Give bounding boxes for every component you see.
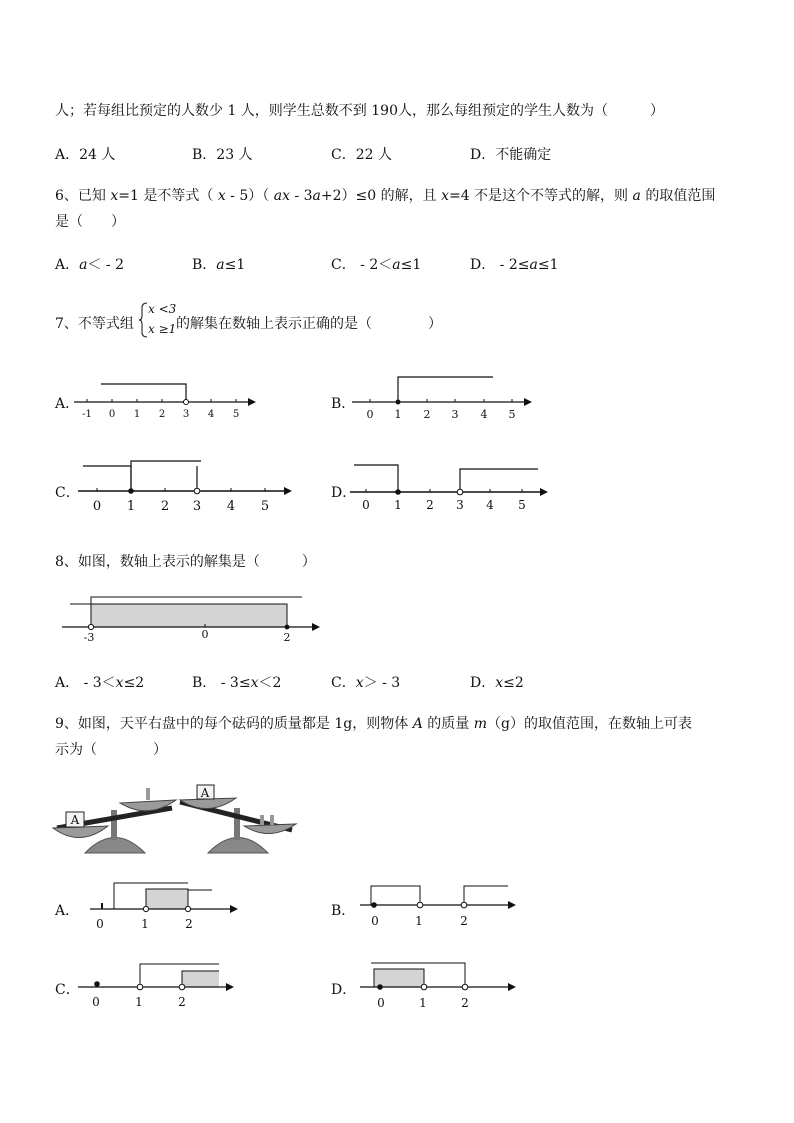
tick-label: 5 bbox=[260, 499, 270, 514]
tick-label: 0 bbox=[371, 914, 379, 928]
tick-label: 0 bbox=[92, 995, 100, 1009]
object-a-label: A bbox=[70, 813, 80, 827]
tick-label: 0 bbox=[362, 498, 370, 512]
tick-label: 2 bbox=[185, 917, 193, 931]
q8-option-a[interactable]: A． - 3＜x≤2 bbox=[55, 675, 145, 691]
q9-option-d[interactable]: D． bbox=[331, 982, 357, 998]
q6-option-b[interactable]: B．a≤1 bbox=[192, 257, 246, 273]
tick-label: 0 bbox=[366, 408, 374, 421]
q5-option-b[interactable]: B．23 人 bbox=[192, 147, 253, 163]
q7-system-line1: x <3 bbox=[148, 302, 177, 316]
tick-label: 1 bbox=[141, 917, 149, 931]
tick-label: 2 bbox=[178, 995, 186, 1009]
tick-label: 0 bbox=[96, 917, 104, 931]
q9-option-a[interactable]: A． bbox=[55, 903, 80, 919]
q8-stem: 8、如图，数轴上表示的解集是（ ） bbox=[55, 554, 316, 570]
tick-label: 2 bbox=[283, 631, 291, 644]
tick-label: 4 bbox=[480, 408, 488, 421]
tick-label: 4 bbox=[486, 498, 494, 512]
q6-option-c[interactable]: C． - 2＜a≤1 bbox=[331, 257, 422, 273]
q9-stem-line2: 示为（ ） bbox=[55, 742, 167, 758]
tick-label: -3 bbox=[83, 631, 95, 644]
object-a-label: A bbox=[200, 786, 210, 800]
tick-label: 2 bbox=[461, 996, 469, 1010]
tick-label: 2 bbox=[460, 914, 468, 928]
tick-label: 0 bbox=[108, 409, 116, 420]
tick-label: 5 bbox=[518, 498, 526, 512]
q5-option-c[interactable]: C．22 人 bbox=[331, 147, 392, 163]
q6-option-a[interactable]: A．a＜ - 2 bbox=[55, 257, 125, 273]
tick-label: 1 bbox=[135, 995, 143, 1009]
q6-option-d[interactable]: D． - 2≤a≤1 bbox=[470, 257, 559, 273]
q5-stem: 人；若每组比预定的人数少 1 人，则学生总数不到 190人，那么每组预定的学生人数为（ ） bbox=[55, 103, 664, 119]
q7-option-c[interactable]: C． bbox=[55, 485, 80, 501]
tick-label: 2 bbox=[160, 499, 170, 514]
q7-stem-suffix: 的解集在数轴上表示正确的是（ ） bbox=[176, 316, 442, 332]
q5-option-d[interactable]: D．不能确定 bbox=[470, 147, 552, 163]
tick-label: 2 bbox=[423, 408, 431, 421]
tick-label: 1 bbox=[126, 499, 136, 514]
tick-label: 2 bbox=[158, 409, 166, 420]
tick-label: 4 bbox=[226, 499, 236, 514]
q8-option-c[interactable]: C．x＞ - 3 bbox=[331, 675, 401, 691]
q8-option-b[interactable]: B． - 3≤x＜2 bbox=[192, 675, 282, 691]
tick-label: 3 bbox=[182, 409, 190, 420]
q7-system-line2: x ≥1 bbox=[148, 322, 177, 336]
tick-label: 0 bbox=[201, 628, 209, 641]
tick-label: 1 bbox=[394, 408, 402, 421]
tick-label: 3 bbox=[192, 499, 202, 514]
tick-label: 1 bbox=[394, 498, 402, 512]
tick-label: 2 bbox=[426, 498, 434, 512]
q6-stem-line2: 是（ ） bbox=[55, 214, 125, 230]
q8-option-d[interactable]: D．x≤2 bbox=[470, 675, 524, 691]
tick-label: -1 bbox=[82, 409, 92, 420]
tick-label: 3 bbox=[451, 408, 459, 421]
tick-label: 5 bbox=[508, 408, 516, 421]
tick-label: 0 bbox=[92, 499, 102, 514]
q5-option-a[interactable]: A．24 人 bbox=[55, 147, 116, 163]
tick-label: 1 bbox=[419, 996, 427, 1010]
tick-label: 0 bbox=[377, 996, 385, 1010]
q9-option-b[interactable]: B． bbox=[331, 903, 356, 919]
tick-label: 5 bbox=[232, 409, 240, 420]
q9-stem-line1: 9、如图，天平右盘中的每个砝码的质量都是 1g，则物体 A 的质量 m（g）的取值范围，在数轴上可表 bbox=[55, 716, 692, 732]
tick-label: 3 bbox=[456, 498, 464, 512]
tick-label: 4 bbox=[207, 409, 215, 420]
tick-label: 1 bbox=[133, 409, 141, 420]
q7-stem-prefix: 7、不等式组 bbox=[55, 316, 134, 332]
q7-option-d[interactable]: D． bbox=[331, 485, 357, 501]
tick-label: 1 bbox=[415, 914, 423, 928]
q7-option-b[interactable]: B． bbox=[331, 396, 356, 412]
q7-option-a[interactable]: A． bbox=[55, 396, 80, 412]
q6-stem-line1: 6、已知 x=1 是不等式（ x - 5）（ ax - 3a+2）≤0 的解，且 x=4 不是这个不等式的解，则 a 的取值范围 bbox=[55, 188, 716, 204]
q9-option-c[interactable]: C． bbox=[55, 982, 80, 998]
